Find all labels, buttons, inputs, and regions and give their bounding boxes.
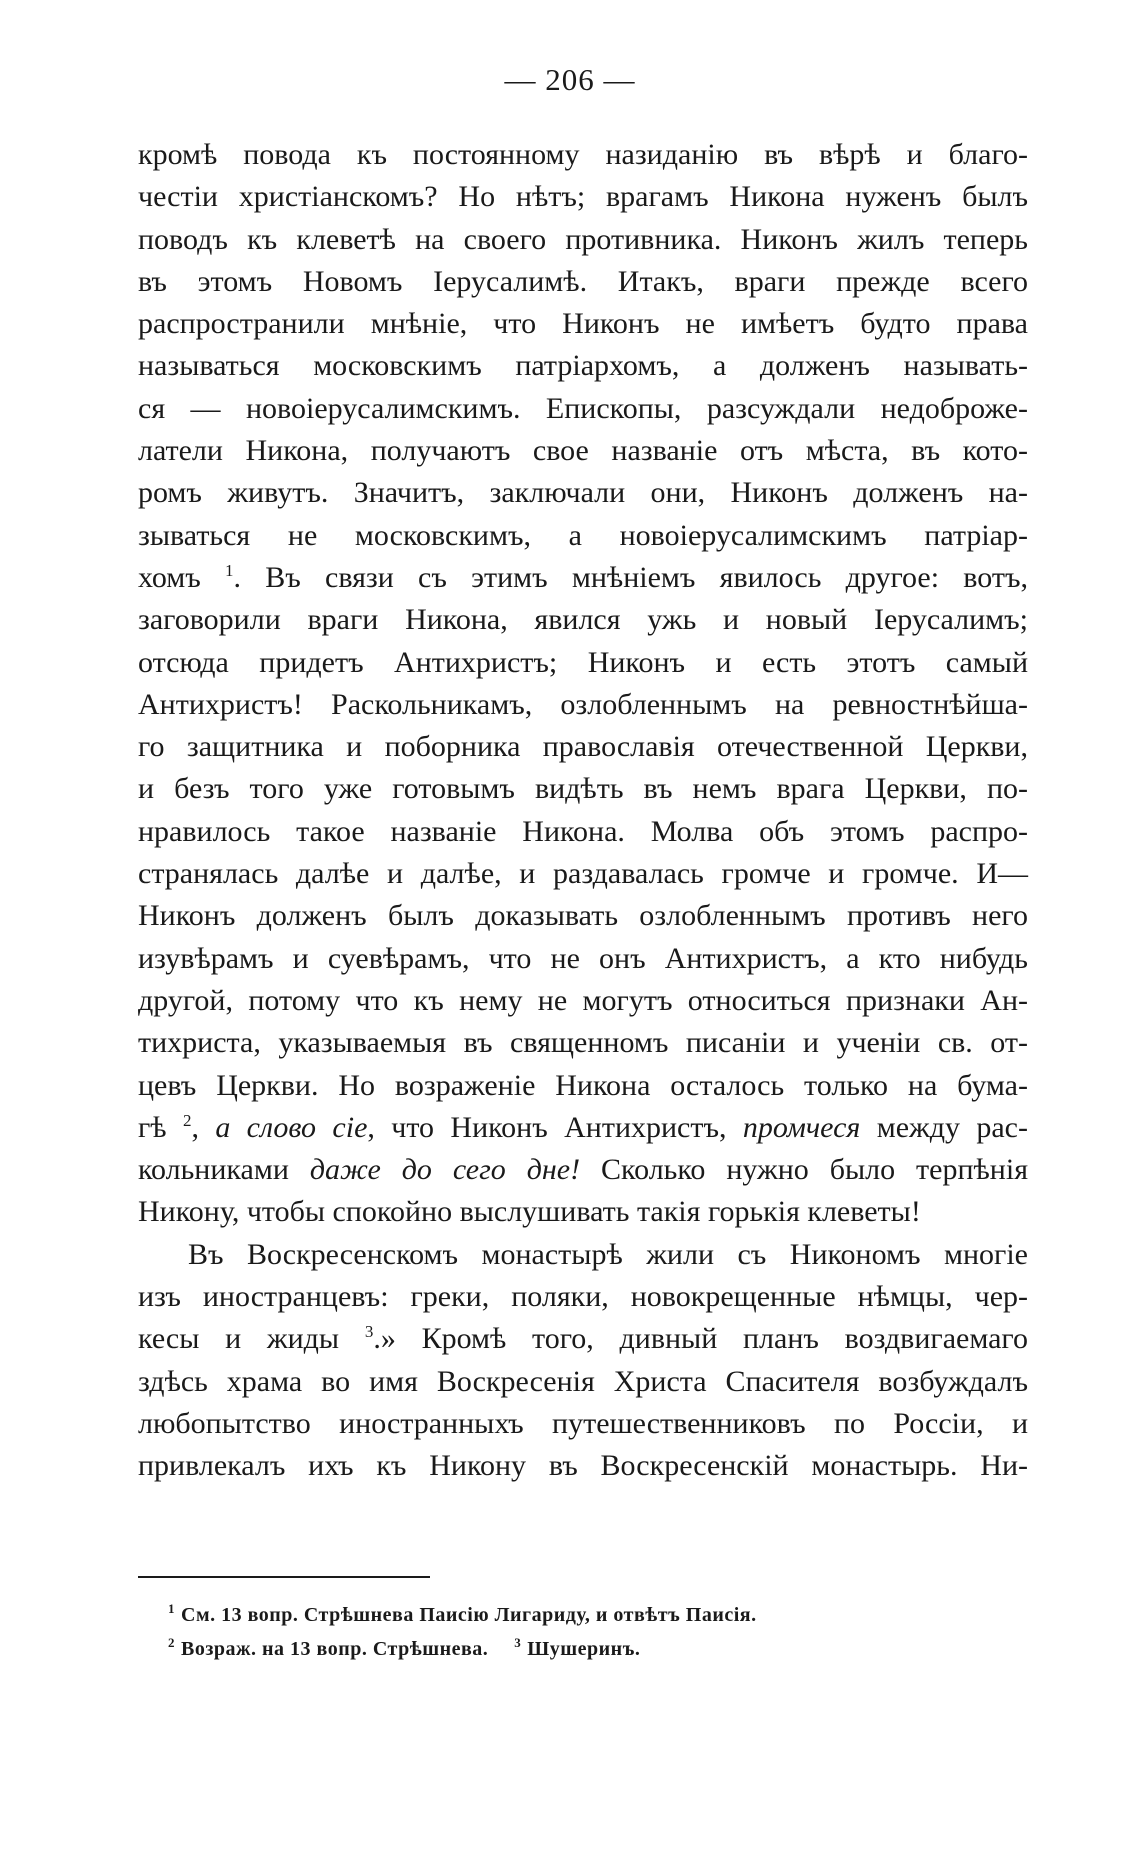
- text-line: [138, 811, 1028, 853]
- text-run: го защитника и поборника православія отечественной Церкви,: [138, 730, 1028, 764]
- text-line: [138, 1318, 1028, 1360]
- text-run: Никонъ долженъ былъ доказывать озлобленнымъ противъ него: [138, 899, 1028, 933]
- text-line: [138, 980, 1028, 1022]
- text-run: между рас-: [860, 1110, 1028, 1144]
- text-line: [138, 938, 1028, 980]
- text-line: [138, 176, 1028, 218]
- text-run: изувѣрамъ и суевѣрамъ, что не онъ Антихристъ, а кто нибудь: [138, 941, 1028, 975]
- text-line: [138, 1361, 1028, 1403]
- text-run: кольниками: [138, 1153, 310, 1187]
- text-run: поводъ къ клеветѣ на своего противника. Никонъ жилъ теперь: [138, 222, 1028, 256]
- text-line: [138, 1276, 1028, 1318]
- text-line: [138, 1191, 1028, 1233]
- footnote-text: Возраж. на 13 вопр. Стрѣшнева.: [181, 1638, 489, 1660]
- text-line: [138, 853, 1028, 895]
- text-line: [138, 472, 1028, 514]
- footnote-line: [168, 1598, 1028, 1632]
- text-run: , что Никонъ Антихристъ,: [367, 1110, 743, 1144]
- footnote-text: Шушеринъ.: [527, 1638, 641, 1660]
- text-run: Сколько нужно было терпѣнія: [580, 1153, 1028, 1187]
- text-run: любопытство иностранныхъ путешественниковъ по Россіи, и: [138, 1406, 1028, 1440]
- text-line: [138, 1234, 1028, 1276]
- text-run: Антихристъ! Раскольникамъ, озлобленнымъ на ревностнѣйша-: [138, 687, 1028, 721]
- text-run: латели Никона, получаютъ свое названіе отъ мѣста, въ кото-: [138, 434, 1028, 468]
- text-run: . Въ связи съ этимъ мнѣніемъ явилось другое: вотъ,: [233, 560, 1028, 594]
- text-run: Въ Воскресенскомъ монастырѣ жили съ Никономъ многіе: [188, 1237, 1028, 1271]
- text-run: другой, потому что къ нему не могутъ относиться признаки Ан-: [138, 983, 1028, 1017]
- text-line: [138, 1065, 1028, 1107]
- text-run: Никону, чтобы спокойно выслушивать такія горькія клеветы!: [138, 1195, 921, 1229]
- text-line: [138, 219, 1028, 261]
- italic-quote: даже до сего дне!: [309, 1153, 581, 1187]
- text-run: заговорили враги Никона, явился ужь и новый Іерусалимъ;: [138, 603, 1028, 637]
- text-run: изъ иностранцевъ: греки, поляки, новокрещенные нѣмцы, чер-: [138, 1280, 1028, 1314]
- text-run: ся — новоіерусалимскимъ. Епископы, разсуждали недоброже-: [138, 391, 1028, 425]
- footnote-number: 3: [514, 1635, 522, 1651]
- body-text: [138, 134, 1028, 1488]
- text-run: привлекалъ ихъ къ Никону въ Воскресенскій монастырь. Ни-: [138, 1449, 1028, 1483]
- text-line: [138, 1445, 1028, 1487]
- footnote-reference: 1: [225, 560, 234, 580]
- text-run: нравилось такое названіе Никона. Молва объ этомъ распро-: [138, 814, 1028, 848]
- text-run: и безъ того уже готовымъ видѣть въ немъ врага Церкви, по-: [138, 772, 1028, 806]
- text-run: тихриста, указываемыя въ священномъ писаніи и ученіи св. от-: [138, 1026, 1028, 1060]
- text-line: [138, 642, 1028, 684]
- text-line: [138, 726, 1028, 768]
- text-line: [138, 261, 1028, 303]
- text-line: [138, 515, 1028, 557]
- text-run: .» Кромѣ того, дивный планъ воздвигаемаго: [373, 1322, 1028, 1356]
- text-line: [138, 599, 1028, 641]
- footnote-reference: 2: [182, 1110, 192, 1130]
- text-run: въ этомъ Новомъ Іерусалимѣ. Итакъ, враги прежде всего: [138, 264, 1028, 298]
- text-run: хомъ: [138, 560, 226, 594]
- text-run: здѣсь храма во имя Воскресенія Христа Спасителя возбуждалъ: [138, 1364, 1028, 1398]
- italic-quote: промчеся: [742, 1110, 861, 1144]
- text-run: кесы и жиды: [138, 1322, 365, 1356]
- text-line: [138, 430, 1028, 472]
- text-line: [138, 345, 1028, 387]
- text-line: [138, 768, 1028, 810]
- text-run: ,: [191, 1110, 216, 1144]
- text-run: цевъ Церкви. Но возраженіе Никона осталось только на бума-: [138, 1068, 1028, 1102]
- text-run: ромъ живутъ. Значитъ, заключали они, Никонъ долженъ на-: [138, 476, 1028, 510]
- footnote-rule: [138, 1576, 430, 1578]
- text-run: честіи христіанскомъ? Но нѣтъ; врагамъ Никона нуженъ былъ: [138, 180, 1028, 214]
- text-run: распространили мнѣніе, что Никонъ не имѣетъ будто права: [138, 307, 1028, 341]
- text-line: [138, 895, 1028, 937]
- text-line: [138, 1107, 1028, 1149]
- text-line: [138, 557, 1028, 599]
- footnote-line: [168, 1632, 1028, 1666]
- text-line: [138, 684, 1028, 726]
- text-run: зываться не московскимъ, а новоіерусалимскимъ патріар-: [138, 518, 1028, 552]
- text-line: [138, 1149, 1028, 1191]
- text-run: отсюда придетъ Антихристъ; Никонъ и есть этотъ самый: [138, 645, 1028, 679]
- footnote-text: См. 13 вопр. Стрѣшнева Паисію Лигариду, и отвѣтъ Паисія.: [181, 1604, 757, 1626]
- text-line: [138, 1403, 1028, 1445]
- footnote-number: 1: [168, 1601, 175, 1617]
- footnote-reference: 3: [364, 1322, 374, 1342]
- text-line: [138, 388, 1028, 430]
- text-run: странялась далѣе и далѣе, и раздавалась громче и громче. И—: [138, 857, 1028, 891]
- text-line: [138, 303, 1028, 345]
- text-run: гѣ: [138, 1110, 183, 1144]
- text-run: называться московскимъ патріархомъ, а долженъ называть-: [138, 349, 1028, 383]
- italic-quote: а слово сіе: [215, 1110, 368, 1144]
- text-line: [138, 134, 1028, 176]
- text-run: кромѣ повода къ постоянному назиданію въ вѣрѣ и благо-: [138, 138, 1028, 171]
- footnotes: [168, 1598, 1028, 1666]
- page-number: — 206 —: [504, 62, 636, 97]
- footnote-number: 2: [168, 1635, 175, 1651]
- text-line: [138, 1022, 1028, 1064]
